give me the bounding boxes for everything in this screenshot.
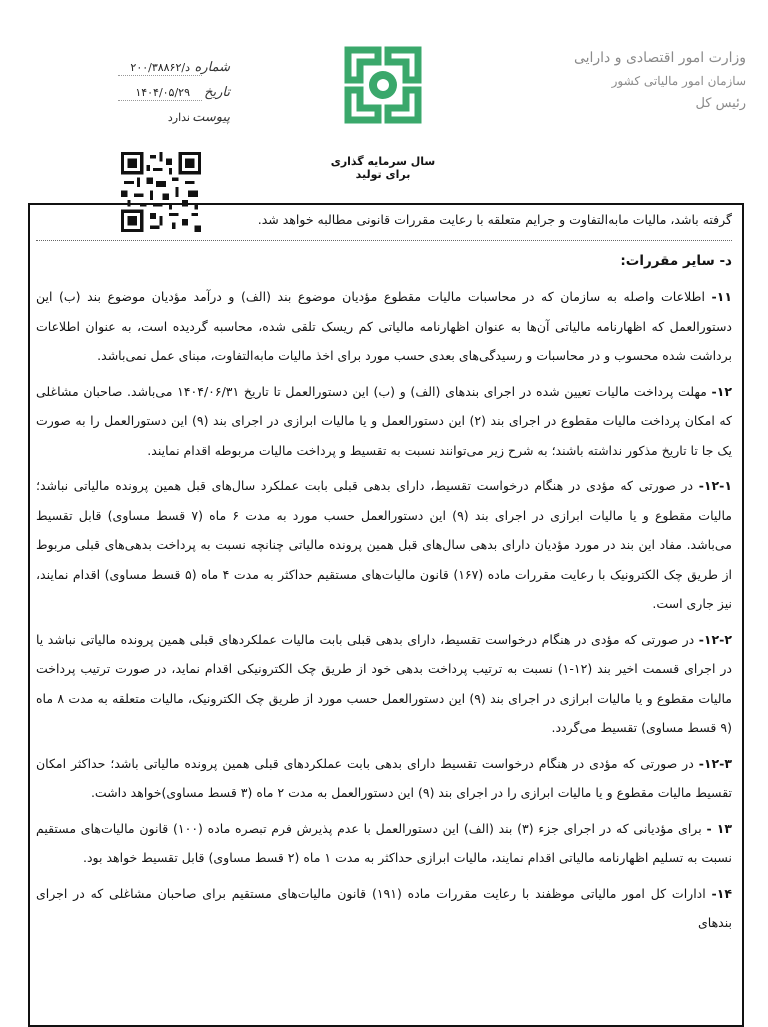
paragraph-number: ۱۲-۳- <box>698 755 732 771</box>
paragraph-12 <box>36 377 732 466</box>
slogan-text: سال سرمایه گذاری برای تولید <box>330 155 436 181</box>
letter-body <box>36 205 732 938</box>
intro-text: گرفته باشد، مالیات مابه‌التفاوت و جرایم متعلقه با رعایت مقررات قانونی مطالبه خواهد شد. <box>257 212 732 227</box>
ministry-header <box>556 50 746 111</box>
paragraph-text: مهلت پرداخت مالیات تعیین شده در اجرای بندهای (الف) و (ب) این دستورالعمل تا تاریخ ۱۴۰۴/۰۶/۳۱ می‌باشد. صاحبان مشاغلی که امکان پرداخت مالیات مقطوع در اجرای بند (۲) این دستورالعمل و یا مالیات ابرازی در اجرای بند (۹) این دستورالعمل را به صورت یک جا تا تاریخ مذکور نداشته باشند؛ به شرح زیر می‌توانند نسبت به تقسیط و پرداخت مالیات مربوطه اقدام نمایند. <box>36 383 732 458</box>
divider <box>36 239 732 241</box>
paragraph-text: در صورتی که مؤدی در هنگام درخواست تقسیط، دارای بدهی قبلی بابت عملکرد سال‌های قبل همین پرونده مالیاتی نباشد؛ مالیات مقطوع و یا مالیات ابرازی در اجرای بند (۹) این دستورالعمل حسب مورد به مدت ۶ ماه (۷ قسط مساوی) قابل تقسیط می‌باشد. مفاد این بند در مورد مؤدیان دارای بدهی سال‌های قبل همین پرونده مالیاتی چنانچه نسبت به پرداخت بدهی‌های قبلی مربوط از طریق چک الکترونیک با رعایت مقررات ماده (۱۶۷) قانون مالیات‌های مستقیم حداکثر به مدت ۴ ماه (۵ قسط مساوی) اقدام نمایند، نیز جاری است. <box>36 478 732 611</box>
paragraph-number: ۱۲-۱- <box>698 478 732 493</box>
paragraph-text: اطلاعات واصله به سازمان که در محاسبات مالیات مقطوع مؤدیان موضوع بند (الف) و درآمد مؤدیان موضوع بند (ب) این دستورالعمل که اظهارنامه مالیاتی آن‌ها به عنوان اظهارنامه مالیاتی کم ریسک تلقی شده، محاسبه گردیده است، به عنوان اطلاعات برداشت شده محسوب و در محاسبات و رسیدگی‌های بعدی حسب مورد برای اخذ مالیات مابه‌التفاوت، مبنای عمل نمی‌باشد. <box>36 289 732 363</box>
paragraph-number: ۱۱- <box>711 289 732 304</box>
ministry-name: وزارت امور اقتصادی و دارایی <box>573 50 746 66</box>
number-dotted-line <box>118 75 202 76</box>
attachment-row <box>110 110 230 130</box>
number-label: شماره <box>194 60 230 75</box>
paragraph-number: ۱۴- <box>711 885 733 901</box>
paragraph-text: برای مؤدیانی که در اجرای جزء (۳) بند (الف) این دستورالعمل با عدم پذیرش فرم تبصره ماده (۱۰۰) قانون مالیات‌های مستقیم نسبت به تسلیم اظهارنامه مالیاتی اقدام نمایند، مالیات ابرازی حداکثر به مدت ۱ ماه (۲ قسط مساوی) قابل تقسیط خواهد بود. <box>36 820 732 865</box>
paragraph-11 <box>36 282 732 371</box>
paragraph-number: ۱۲-۲- <box>698 631 732 647</box>
office-name: رئیس کل <box>695 96 746 111</box>
paragraph-12-3 <box>36 749 732 808</box>
date-dotted-line <box>118 100 202 101</box>
number-value: د/۲۰۰/۳۸۸۶۲ <box>130 61 190 74</box>
letter-meta <box>110 60 230 135</box>
paragraph-number: ۱۲- <box>711 383 732 399</box>
paragraph-text: در صورتی که مؤدی در هنگام درخواست تقسیط دارای بدهی بابت عملکردهای قبلی همین پرونده مالیاتی باشد؛ حداکثر امکان تقسیط مالیات مقطوع و یا مالیات ابرازی را در اجرای بند (۹) این دستورالعمل به مدت ۲ ماه (۳ قسط مساوی)خواهد داشت. <box>36 755 732 800</box>
organization-name: سازمان امور مالیاتی کشور <box>611 74 746 88</box>
paragraph-12-2 <box>36 625 732 743</box>
paragraph-text: ادارات کل امور مالیاتی موظفند با رعایت مقررات ماده (۱۹۱) قانون مالیات‌های مستقیم برای صاحبان مشاغلی که در اجرای بندهای <box>36 885 732 930</box>
paragraph-number: ۱۳ - <box>706 820 733 836</box>
paragraph-14 <box>36 879 732 938</box>
section-heading: د- سایر مقررات: <box>620 252 732 269</box>
attachment-value: ندارد <box>167 111 190 124</box>
number-row <box>110 60 230 80</box>
date-label: تاریخ <box>204 85 230 100</box>
date-row <box>110 85 230 105</box>
paragraph-text: در صورتی که مؤدی در هنگام درخواست تقسیط، دارای بدهی قبلی بابت مالیات عملکردهای قبلی همین پرونده مالیاتی نباشد یا در اجرای قسمت اخیر بند (۱۲-۱) نسبت به ترتیب پرداخت بدهی خود از طریق چک الکترونیکی اقدام نماید، در صورت ترتیب پرداخت مالیات مقطوع و یا مالیات ابرازی در اجرای بند (۹) این دستورالعمل حسب مورد از طریق چک الکترونیک، مالیات متعلقه به مدت ۸ ماه (۹ قسط مساوی) تقسیط می‌گردد. <box>36 631 733 735</box>
tax-organization-logo <box>338 40 428 130</box>
paragraph-12-1 <box>36 471 732 619</box>
paragraph-13 <box>36 814 732 873</box>
attachment-label: پیوست <box>192 110 230 125</box>
date-value: ۱۴۰۴/۰۵/۲۹ <box>135 86 190 99</box>
